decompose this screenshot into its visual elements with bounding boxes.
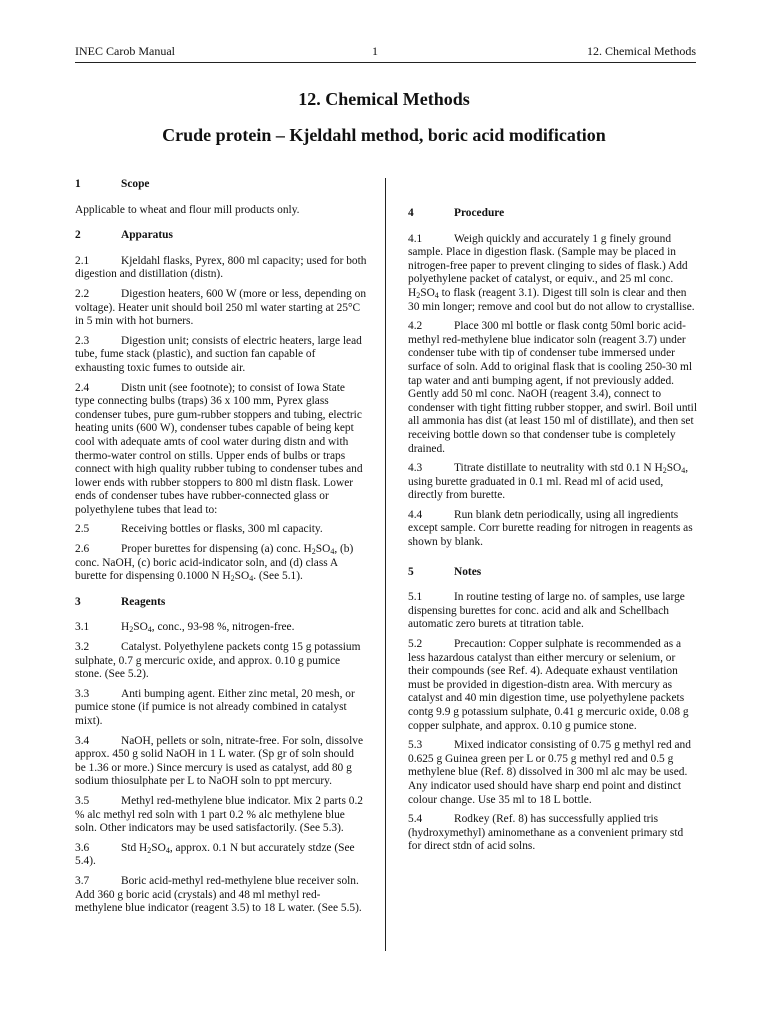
apparatus-item: 2.3 Digestion unit; consists of electric heaters, large lead tube, fume stack (plastic), and suction fan capable of exhausting toxic fumes to outside air. [75, 334, 362, 374]
page-subtitle: Crude protein – Kjeldahl method, boric acid modification [162, 125, 606, 145]
procedure-item: 4.2 Place 300 ml bottle or flask contg 50ml boric acid-methyl red-methylene blue indicator soln (reagent 3.7) under condenser tube with tip of condenser tube immersed under surface of soln. Add to original flask that is cooling 250-30 ml tap water and anti bumping agent, if not previously added. Gently add 50 ml conc. NaOH (reagent 3.4), connect to condenser with tight fitting rubber stopper, and swirl. Boil until all ammonia has dist (at least 150 ml of distillate), and then set receiving bottle down so that condenser tube is completely drained. [408, 320, 698, 455]
apparatus-item: 2.1 Kjeldahl flasks, Pyrex, 800 ml capacity; used for both digestion and distillation (distn). [75, 254, 367, 281]
reagent-item: 3.1 $H_2SO_4$, conc., 93-98 %, nitrogen-free. [75, 621, 295, 635]
note-item: 5.3 Mixed indicator consisting of 0.75 g methyl red and 0.625 g Guinea green per L or 0.75 g methyl red and 0.5 g methylene blue (Ref. 8) dissolved in 300 ml alc may be used. Any indicator used should have sharp end point and distinct colour change. Use 35 ml to 18 L bottle. [408, 739, 691, 806]
right-column [408, 177, 698, 854]
left-column [75, 178, 367, 916]
reagent-item: 3.6 Std $H_2SO_4$, approx. 0.1 N but accurately stdze (See 5.4). [75, 841, 355, 868]
header-chapter: 12. Chemical Methods [587, 44, 696, 58]
procedure-item: 4.4 Run blank detn periodically, using all ingredients except sample. Corr burette reading for nitrogen in reagents as shown by blank. [408, 508, 693, 549]
note-item: 5.4 Rodkey (Ref. 8) has successfully applied tris (hydroxymethyl) aminomethane as a convenient primary std for direct stdn of acid solns. [408, 813, 684, 853]
reagent-item: 3.5 Methyl red-methylene blue indicator. Mix 2 parts 0.2 % alc methyl red soln with 1 part 0.2 % alc methylene blue soln. Other indicators may be used satisfactorily. (See 5.3). [75, 794, 363, 835]
column-divider [385, 178, 386, 951]
procedure-item: 4.3 Titrate distillate to neutrality with std 0.1 N $H_2SO_4$, using burette graduated in 0.1 ml. Read ml of acid used, directly from burette. [408, 462, 689, 502]
header-rule [75, 62, 696, 63]
section-heading-reagents: 3 Reagents [75, 595, 166, 608]
apparatus-item: 2.4 Distn unit (see footnote); to consist of Iowa State type connecting bulbs (traps) 36 x 100 mm, Pyrex glass condenser tubes, pure gum-rubber stoppers and tubing, electric heating units (600 W), condenser tubes capable of being kept cool with adequate amts of cool water during distn and with thermo-water control on stills. Upper ends of bulbs or traps connect with high quality rubber tubing to condenser tubes and lower ends with rubber stoppers to 800 ml distn flask. Lower ends of condenser tubes have rubber-connected glass or polyethylene tubes that lead to: [75, 381, 363, 516]
page-header [75, 44, 696, 60]
note-item: 5.2 Precaution: Copper sulphate is recommended as a less hazardous catalyst than either mercury or selenium, or their compounds (see Ref. 4). Adequate exhaust ventilation must be provided in digestion-distn area. With mercury as catalyst and 40 min digestion time, use polyethylene packets contg 9.9 g potassium sulphate, 0.41 g mercuric oxide, 0.08 g copper sulphate, and approx. 0.10 g pumice stone. [408, 638, 689, 732]
apparatus-item: 2.5 Receiving bottles or flasks, 300 ml capacity. [75, 523, 323, 536]
header-manual-title: INEC Carob Manual [75, 44, 175, 58]
section-heading-scope: 1 Scope [75, 178, 150, 190]
reagent-item: 3.2 Catalyst. Polyethylene packets contg 15 g potassium sulphate, 0.7 g mercuric oxide, and approx. 0.10 g pumice stone. (See 5.2). [75, 641, 361, 681]
reagent-item: 3.3 Anti bumping agent. Either zinc metal, 20 mesh, or pumice stone (if pumice is not already combined in catalyst mixt). [75, 687, 355, 727]
section-heading-procedure: 4 Procedure [408, 207, 505, 219]
section-heading-apparatus: 2 Apparatus [75, 229, 173, 242]
scope-text: Applicable to wheat and flour mill products only. [75, 203, 300, 216]
reagent-item: 3.4 NaOH, pellets or soln, nitrate-free. For soln, dissolve approx. 450 g solid NaOH in 1 L water. (Sp gr of soln should be 1.36 or more.) Since mercury is used as catalyst, add 80 g sodium thiosulphate per L to NaOH soln to ppt mercury. [75, 734, 364, 788]
apparatus-item: 2.6 Proper burettes for dispensing (a) conc. $H_2SO_4$, (b) conc. NaOH, (c) boric acid-indicator soln, and (d) class A burette for dispensing 0.1000 N $H_2SO_4$. (See 5.1). [75, 543, 354, 584]
apparatus-item: 2.2 Digestion heaters, 600 W (more or less, depending on voltage). Heater unit should boil 250 ml water starting at 25°C in 5 min with hot burners. [75, 287, 367, 328]
page-title: 12. Chemical Methods [298, 89, 470, 109]
reagent-item: 3.7 Boric acid-methyl red-methylene blue receiver soln. Add 360 g boric acid (crystals) and 48 ml methyl red-methylene blue indicator (reagent 3.5) to 18 L water. (See 5.5). [75, 874, 362, 915]
header-page-number: 1 [372, 44, 378, 58]
note-item: 5.1 In routine testing of large no. of samples, use large dispensing burettes for conc. acid and alk and Schellbach automatic zero burets at titration table. [408, 591, 685, 631]
section-heading-notes: 5 Notes [408, 565, 482, 578]
procedure-item: 4.1 Weigh quickly and accurately 1 g finely ground sample. Place in digestion flask. (Sample may be placed in nitrogen-free paper to prevent clinging to sides of flask.) Add polyethylene packet of catalyst, or equiv., and 25 ml conc. $H_2SO_4$ to flask (reagent 3.1). Digest till soln is clear and then 30 min longer; remove and cool but do not allow to crystallise. [408, 232, 695, 313]
